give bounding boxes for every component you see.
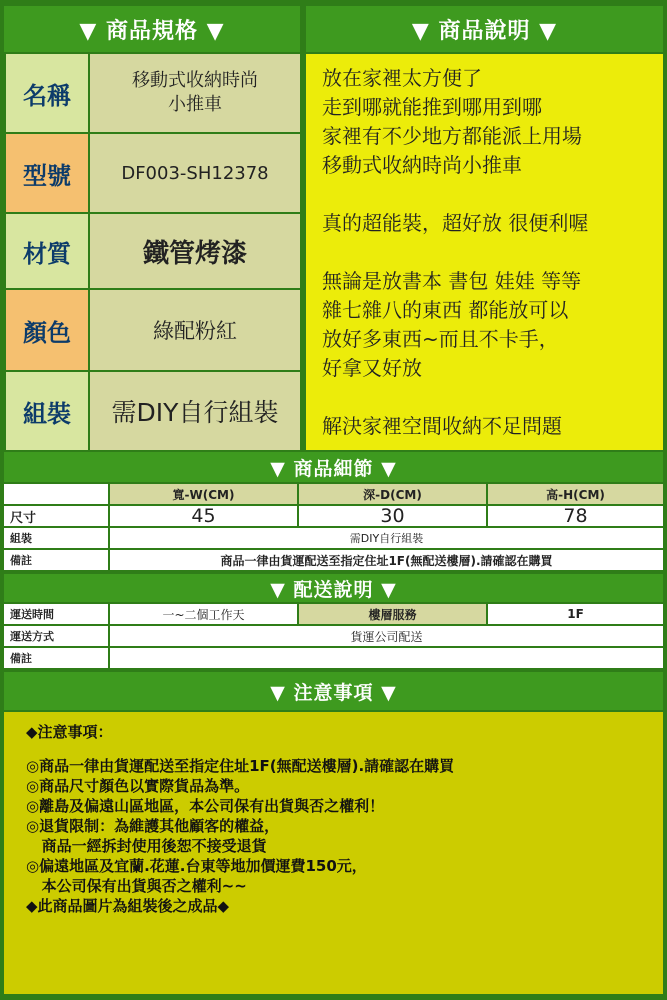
remark-value: 商品一律由貨運配送至指定住址1F(無配送樓層).請確認在購買 xyxy=(110,550,663,570)
spec-label-model: 型號 xyxy=(6,134,88,212)
description-line: 放在家裡太方便了 xyxy=(322,66,482,90)
notice-line: 本公司保有出貨與否之權利~~ xyxy=(26,877,247,895)
notice-panel xyxy=(4,712,663,994)
ship-method-label: 運送方式 xyxy=(4,626,108,646)
floor-value: 1F xyxy=(488,604,663,624)
description-line: 雜七雜八的東西 都能放可以 xyxy=(322,298,569,322)
spec-header: ▼ 商品規格 ▼ xyxy=(4,6,300,52)
ship-time-label: 運送時間 xyxy=(4,604,108,624)
ship-remark-label: 備註 xyxy=(4,648,108,668)
ship-time-value: 一~二個工作天 xyxy=(110,604,297,624)
spec-value-model: DF003-SH12378 xyxy=(90,134,300,212)
description-line: 解決家裡空間收納不足問題 xyxy=(322,414,562,438)
detail-header-blank xyxy=(4,484,108,504)
spec-table xyxy=(4,54,300,450)
description-panel xyxy=(306,54,663,450)
height-value: 78 xyxy=(488,506,663,526)
ship-remark-value xyxy=(110,648,663,668)
description-line: 走到哪就能推到哪用到哪 xyxy=(322,95,542,119)
notice-line: ◎商品尺寸顏色以實際貨品為準。 xyxy=(26,777,250,795)
description-line: 真的超能裝，超好放 很便利喔 xyxy=(322,211,589,235)
spec-value-material: 鐵管烤漆 xyxy=(90,214,300,288)
description-line: 移動式收納時尚小推車 xyxy=(322,153,522,177)
spec-label-name: 名稱 xyxy=(6,54,88,132)
notice-line: 商品一經拆封使用後恕不接受退貨 xyxy=(26,837,267,855)
depth-header: 深-D(CM) xyxy=(299,484,486,504)
shipping-header: ▼ 配送說明 ▼ xyxy=(4,574,663,602)
description-line xyxy=(322,180,663,209)
spec-label-assembly: 組裝 xyxy=(6,372,88,450)
spec-value-name: 移動式收納時尚 小推車 xyxy=(90,54,300,132)
notice-title: ◆注意事項： xyxy=(26,723,113,741)
size-label: 尺寸 xyxy=(4,506,108,526)
spec-value-assembly: 需DIY自行組裝 xyxy=(90,372,300,450)
assembly-label: 組裝 xyxy=(4,528,108,548)
description-line xyxy=(322,383,663,412)
description-line xyxy=(322,238,663,267)
detail-header: ▼ 商品細節 ▼ xyxy=(4,452,663,482)
description-line: 放好多東西~而且不卡手， xyxy=(322,327,559,351)
description-line: 無論是放書本 書包 娃娃 等等 xyxy=(322,269,582,293)
remark-label: 備註 xyxy=(4,550,108,570)
spec-label-color: 顏色 xyxy=(6,290,88,370)
notice-line: ◎偏遠地區及宜蘭.花蓮.台東等地加價運費150元， xyxy=(26,857,367,875)
notice-line: ◆此商品圖片為組裝後之成品◆ xyxy=(26,897,230,915)
assembly-value: 需DIY自行組裝 xyxy=(110,528,663,548)
spec-value-color: 綠配粉紅 xyxy=(90,290,300,370)
notice-line: ◎商品一律由貨運配送至指定住址1F(無配送樓層).請確認在購買 xyxy=(26,757,455,775)
width-header: 寬-W(CM) xyxy=(110,484,297,504)
ship-method-value: 貨運公司配送 xyxy=(110,626,663,646)
notice-line: ◎離島及偏遠山區地區，本公司保有出貨與否之權利！ xyxy=(26,797,385,815)
height-header: 高-H(CM) xyxy=(488,484,663,504)
description-line: 好拿又好放 xyxy=(322,356,422,380)
shipping-table xyxy=(4,604,663,670)
notice-header: ▼ 注意事項 ▼ xyxy=(4,672,663,710)
detail-table xyxy=(4,484,663,572)
width-value: 45 xyxy=(110,506,297,526)
floor-label: 樓層服務 xyxy=(299,604,486,624)
spec-label-material: 材質 xyxy=(6,214,88,288)
desc-header: ▼ 商品說明 ▼ xyxy=(306,6,663,52)
description-line: 家裡有不少地方都能派上用場 xyxy=(322,124,582,148)
depth-value: 30 xyxy=(299,506,486,526)
notice-line: ◎退貨限制：為維護其他顧客的權益， xyxy=(26,817,280,835)
